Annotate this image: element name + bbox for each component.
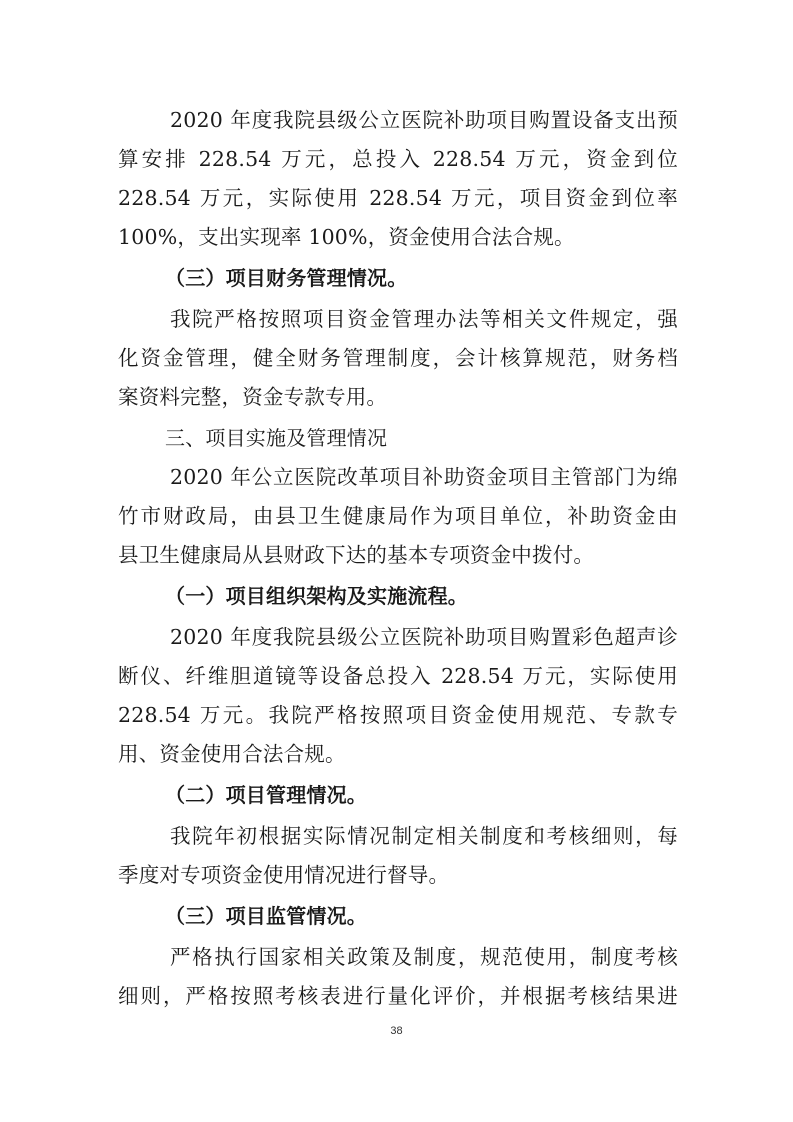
- paragraph-line: 断仪、纤维胆道镜等设备总投入 228.54 万元，实际使用: [118, 664, 678, 688]
- paragraph-line: 竹市财政局，由县卫生健康局作为项目单位，补助资金由: [118, 504, 678, 528]
- section-heading: （三）项目财务管理情况。: [165, 266, 408, 290]
- paragraph-line: 228.54 万元，实际使用 228.54 万元，项目资金到位率: [118, 186, 678, 210]
- paragraph-line: 用、资金使用合法合规。: [118, 742, 346, 766]
- paragraph-line: 228.54 万元。我院严格按照项目资金使用规范、专款专: [118, 703, 678, 727]
- chapter-heading: 三、项目实施及管理情况: [165, 426, 388, 450]
- paragraph-line: 案资料完整，资金专款专用。: [118, 385, 388, 409]
- paragraph-line: 2020 年度我院县级公立医院补助项目购置设备支出预: [170, 108, 678, 132]
- section-heading: （二）项目管理情况。: [165, 783, 367, 807]
- section-heading: （一）项目组织架构及实施流程。: [165, 584, 468, 608]
- paragraph-line: 我院年初根据实际情况制定相关制度和考核细则，每: [170, 824, 678, 848]
- paragraph-line: 季度对专项资金使用情况进行督导。: [118, 863, 450, 887]
- page-number: 38: [390, 1025, 403, 1037]
- paragraph-line: 我院严格按照项目资金管理办法等相关文件规定，强: [170, 307, 678, 331]
- paragraph-line: 2020 年公立医院改革项目补助资金项目主管部门为绵: [170, 465, 678, 489]
- paragraph-line: 算安排 228.54 万元，总投入 228.54 万元，资金到位: [118, 147, 678, 171]
- paragraph-line: 化资金管理，健全财务管理制度，会计核算规范，财务档: [118, 346, 678, 370]
- paragraph-line: 县卫生健康局从县财政下达的基本专项资金中拨付。: [118, 543, 595, 567]
- section-heading: （三）项目监管情况。: [165, 904, 367, 928]
- paragraph-line: 100%，支出实现率 100%，资金使用合法合规。: [118, 225, 575, 249]
- paragraph-line: 2020 年度我院县级公立医院补助项目购置彩色超声诊: [170, 625, 678, 649]
- paragraph-line: 细则，严格按照考核表进行量化评价，并根据考核结果进: [118, 984, 678, 1008]
- paragraph-line: 严格执行国家相关政策及制度，规范使用，制度考核: [170, 945, 678, 969]
